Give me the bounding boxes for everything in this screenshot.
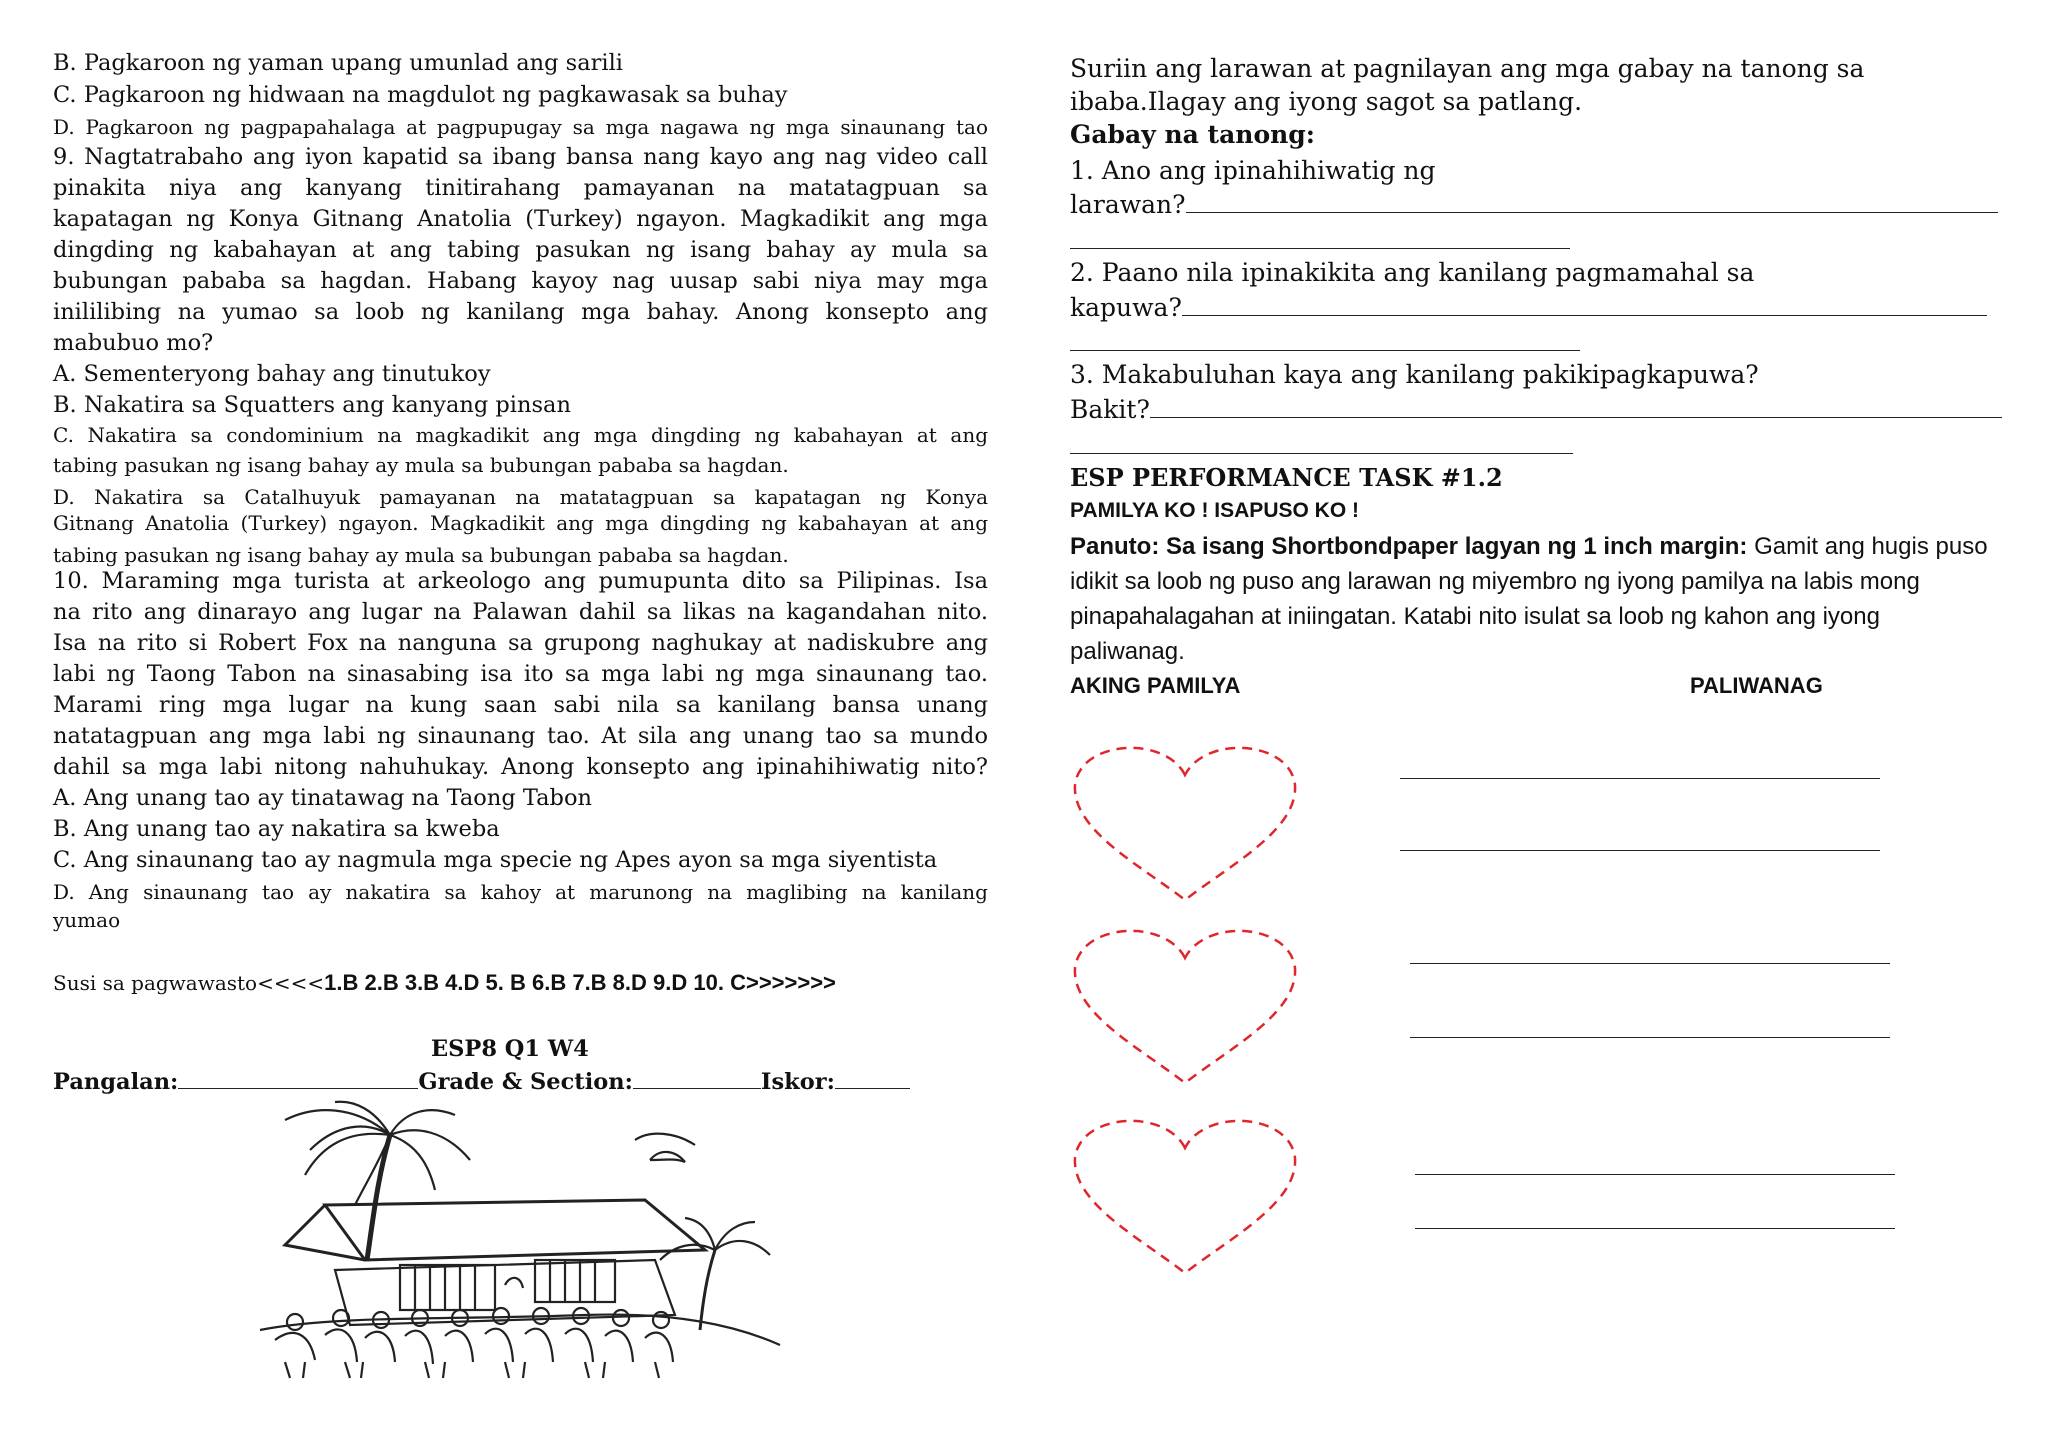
answer-1-line-2[interactable] xyxy=(1070,248,1570,249)
name-label: Pangalan: xyxy=(53,1069,179,1095)
q10-line: 10. Maraming mga turista at arkeologo ang pumupunta dito sa Pilipinas. Isa xyxy=(53,568,988,594)
name-field[interactable] xyxy=(178,1087,418,1089)
explanation-line[interactable] xyxy=(1400,850,1880,851)
answer-2-field[interactable] xyxy=(1182,314,1987,316)
panuto-line-3: pinapahalagahan at iniingatan. Katabi nito isulat sa loob ng kahon ang iyong xyxy=(1070,603,1880,630)
panuto-line-2: idikit sa loob ng puso ang larawan ng miyembro ng iyong pamilya na labis mong xyxy=(1070,568,1920,595)
q9-choice-b: B. Nakatira sa Squatters ang kanyang pinsan xyxy=(53,392,571,418)
panuto-line-4: paliwanag. xyxy=(1070,638,1185,665)
question-3-label: Bakit? xyxy=(1070,395,1150,424)
grade-section-label: Grade & Section: xyxy=(418,1069,633,1095)
q9-choice-c-cont: tabing pasukan ng isang bahay ay mula sa bubungan pababa sa hagdan. xyxy=(53,453,789,477)
column-header-explanation: PALIWANAG xyxy=(1690,673,1823,698)
task-subtitle: PAMILYA KO ! ISAPUSO KO ! xyxy=(1070,499,1359,522)
q10-choice-a: A. Ang unang tao ay tinatawag na Taong Tabon xyxy=(53,785,592,811)
explanation-line[interactable] xyxy=(1410,1037,1890,1038)
question-2-label: kapuwa? xyxy=(1070,293,1182,322)
bayanihan-illustration xyxy=(255,1100,785,1380)
question-2-cont xyxy=(1070,295,1987,320)
explanation-line[interactable] xyxy=(1400,778,1880,779)
question-1-label: larawan? xyxy=(1070,190,1186,219)
q10-line: dahil sa mga labi nitong nahuhukay. Anong konsepto ang ipinahihiwatig nito? xyxy=(53,754,988,780)
explanation-line[interactable] xyxy=(1415,1174,1895,1175)
q10-choice-c: C. Ang sinaunang tao ay nagmula mga specie ng Apes ayon sa mga siyentista xyxy=(53,847,938,873)
q9-choice-d: D. Nakatira sa Catalhuyuk pamayanan na matatagpuan sa kapatagan ng Konya xyxy=(53,485,988,509)
q9-line: 9. Nagtatrabaho ang iyon kapatid sa ibang bansa nang kayo ang nag video call xyxy=(53,144,988,170)
answer-key xyxy=(53,972,836,994)
q10-line: na rito ang dinarayo ang lugar na Palawan dahil sa likas na kagandahan nito. xyxy=(53,599,988,625)
question-1-cont xyxy=(1070,192,1998,217)
answer-key-values: 1.B 2.B 3.B 4.D 5. B 6.B 7.B 8.D 9.D 10. C>>>>>>> xyxy=(324,970,836,995)
question-3: 3. Makabuluhan kaya ang kanilang pakikipagkapuwa? xyxy=(1070,360,1759,389)
q9-line: mabubuo mo? xyxy=(53,330,214,356)
worksheet-code: ESP8 Q1 W4 xyxy=(431,1036,589,1062)
instruction-line-1: Suriin ang larawan at pagnilayan ang mga gabay na tanong sa xyxy=(1070,54,1865,83)
answer-1-field[interactable] xyxy=(1186,211,1998,213)
q10-line: natatagpuan ang mga labi ng sinaunang tao. At sila ang unang tao sa mundo xyxy=(53,723,988,749)
question-1: 1. Ano ang ipinahihiwatig ng xyxy=(1070,156,1436,185)
q9-choice-d-cont: Gitnang Anatolia (Turkey) ngayon. Magkadikit ang mga dingding ng kabahayan at ang xyxy=(53,511,988,535)
q9-choice-c: C. Nakatira sa condominium na magkadikit ang mga dingding ng kabahayan at ang xyxy=(53,423,988,447)
q8-choice-c: C. Pagkaroon ng hidwaan na magdulot ng pagkawasak sa buhay xyxy=(53,82,788,108)
q10-line: Marami ring mga lugar na kung saan sabi nila sa kanilang bansa unang xyxy=(53,692,988,718)
student-info-row xyxy=(53,1071,910,1094)
q9-choice-a: A. Sementeryong bahay ang tinutukoy xyxy=(53,361,491,387)
panuto-line-1 xyxy=(1070,535,1988,559)
instruction-line-2: ibaba.Ilagay ang iyong sagot sa patlang. xyxy=(1070,87,1583,116)
explanation-line[interactable] xyxy=(1415,1228,1895,1229)
answer-2-line-2[interactable] xyxy=(1070,350,1580,351)
q10-choice-b: B. Ang unang tao ay nakatira sa kweba xyxy=(53,816,500,842)
q8-choice-b: B. Pagkaroon ng yaman upang umunlad ang sarili xyxy=(53,50,623,76)
guide-questions-heading: Gabay na tanong: xyxy=(1070,120,1316,149)
question-2: 2. Paano nila ipinakikita ang kanilang pagmamahal sa xyxy=(1070,258,1755,287)
answer-key-label: Susi sa pagwawasto<<<< xyxy=(53,971,325,995)
q9-line: kapatagan ng Konya Gitnang Anatolia (Turkey) ngayon. Magkadikit ang mga xyxy=(53,206,988,232)
panuto-text: Gamit ang hugis puso xyxy=(1747,533,1988,560)
task-title: ESP PERFORMANCE TASK #1.2 xyxy=(1070,463,1503,492)
q9-line: pinakita niya ang kanyang tinitirahang pamayanan na matatagpuan sa xyxy=(53,175,988,201)
panuto-label: Panuto: Sa isang Shortbondpaper lagyan ng 1 inch margin: xyxy=(1070,533,1748,560)
q9-choice-d-cont: tabing pasukan ng isang bahay ay mula sa bubungan pababa sa hagdan. xyxy=(53,543,789,567)
heart-outline-icon[interactable] xyxy=(1070,918,1300,1088)
q10-choice-d: D. Ang sinaunang tao ay nakatira sa kahoy at marunong na maglibing na kanilang xyxy=(53,880,988,904)
q8-choice-d: D. Pagkaroon ng pagpapahalaga at pagpupugay sa mga nagawa ng mga sinaunang tao xyxy=(53,115,988,139)
answer-3-line-2[interactable] xyxy=(1070,453,1573,454)
score-field[interactable] xyxy=(835,1087,910,1089)
q10-line: Isa na rito si Robert Fox na nanguna sa grupong naghukay at nadiskubre ang xyxy=(53,630,988,656)
q9-line: bubungan pababa sa hagdan. Habang kayoy nag uusap sabi niya may mga xyxy=(53,268,988,294)
answer-3-field[interactable] xyxy=(1150,416,2002,418)
heart-outline-icon[interactable] xyxy=(1070,1108,1300,1278)
q9-line: inililibing na yumao sa loob ng kanilang mga bahay. Anong konsepto ang xyxy=(53,299,988,325)
grade-section-field[interactable] xyxy=(633,1087,761,1089)
q10-choice-d-cont: yumao xyxy=(53,908,121,932)
q10-line: labi ng Taong Tabon na sinasabing isa ito sa mga labi ng mga sinaunang tao. xyxy=(53,661,988,687)
column-header-family: AKING PAMILYA xyxy=(1070,673,1241,698)
heart-outline-icon[interactable] xyxy=(1070,735,1300,905)
score-label: Iskor: xyxy=(760,1069,835,1095)
q9-line: dingding ng kabahayan at ang tabing pasukan ng isang bahay ay mula sa xyxy=(53,237,988,263)
question-3-cont xyxy=(1070,397,2002,422)
explanation-line[interactable] xyxy=(1410,963,1890,964)
